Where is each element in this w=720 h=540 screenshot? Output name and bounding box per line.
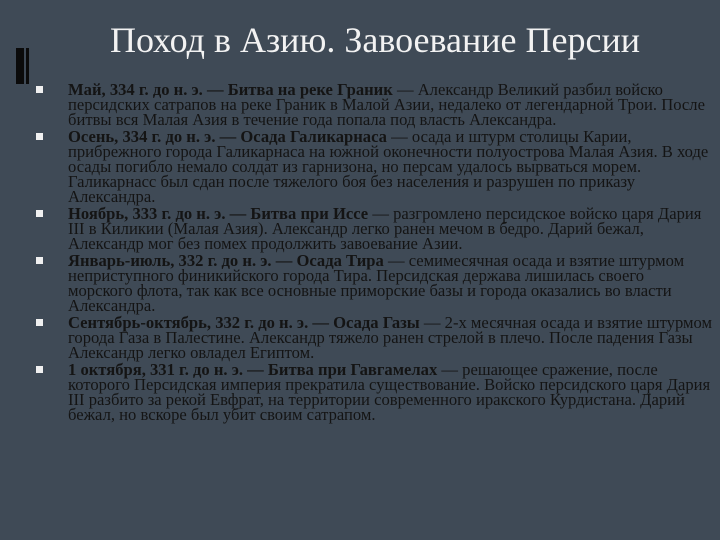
square-bullet-icon [36,86,43,93]
item-heading: Январь-июль, 332 г. до н. э. — Осада Тира [68,251,384,270]
square-bullet-icon [36,366,43,373]
accent-bar-thin [26,48,29,84]
square-bullet-icon [36,210,43,217]
item-heading: Сентябрь-октябрь, 332 г. до н. э. — Осада Газы [68,313,420,332]
list-item [22,253,712,313]
item-text: — осада и штурм столицы Карии, прибрежного города Галикарнаса на южной оконечности полуострова Малая Азия. В ходе осады погибло немало солдат из гарнизона, но персам удалось вырваться морем. Галикарнасс был сдан после тяжелого боя без населения и разрушен по приказу Александра. [68,127,709,206]
square-bullet-icon [36,319,43,326]
item-heading: Ноябрь, 333 г. до н. э. — Битва при Иссе [68,204,369,223]
item-heading: 1 октября, 331 г. до н. э. — Битва при Гавгамелах [68,360,438,379]
square-bullet-icon [36,257,43,264]
item-text: — 2-х месячная осада и взятие штурмом города Газа в Палестине. Александр тяжело ранен стрелой в плечо. После падения Газы Александр легко овладел Египтом. [68,313,712,362]
list-item [22,82,712,127]
accent-bar [16,48,24,84]
list-item [22,206,712,251]
item-heading: Осень, 334 г. до н. э. — Осада Галикарнаса [68,127,387,146]
item-heading: Май, 334 г. до н. э. — Битва на реке Граник [68,80,393,99]
item-text: — Александр Великий разбил войско персидских сатрапов на реке Граник в Малой Азии, недалеко от легендарной Трои. После битвы вся Малая Азия в течение года попала под власть Александра. [68,80,705,129]
list-item [22,315,712,360]
item-text: — решающее сражение, после которого Персидская империя прекратила существование. Войско персидского царя Дария III разбито за рекой Евфрат, на территории современного иракского Курдистана. Дарий бежал, но вскоре был убит своим сатрапом. [68,360,711,424]
list-item [22,129,712,204]
item-text: — семимесячная осада и взятие штурмом неприступного финикийского города Тира. Персидская держава лишилась своего морского флота, так как все основные приморские базы и города оказались во власти Александра. [68,251,685,315]
square-bullet-icon [36,133,43,140]
slide-title: Поход в Азию. Завоевание Персии [109,20,641,60]
list-item [22,362,712,422]
bullet-list [22,82,712,424]
item-text: — разгромлено персидское войско царя Дария III в Киликии (Малая Азия). Александр легко ранен мечом в бедро. Дарий бежал, Александр мог без помех продолжить завоевание Азии. [68,204,702,253]
